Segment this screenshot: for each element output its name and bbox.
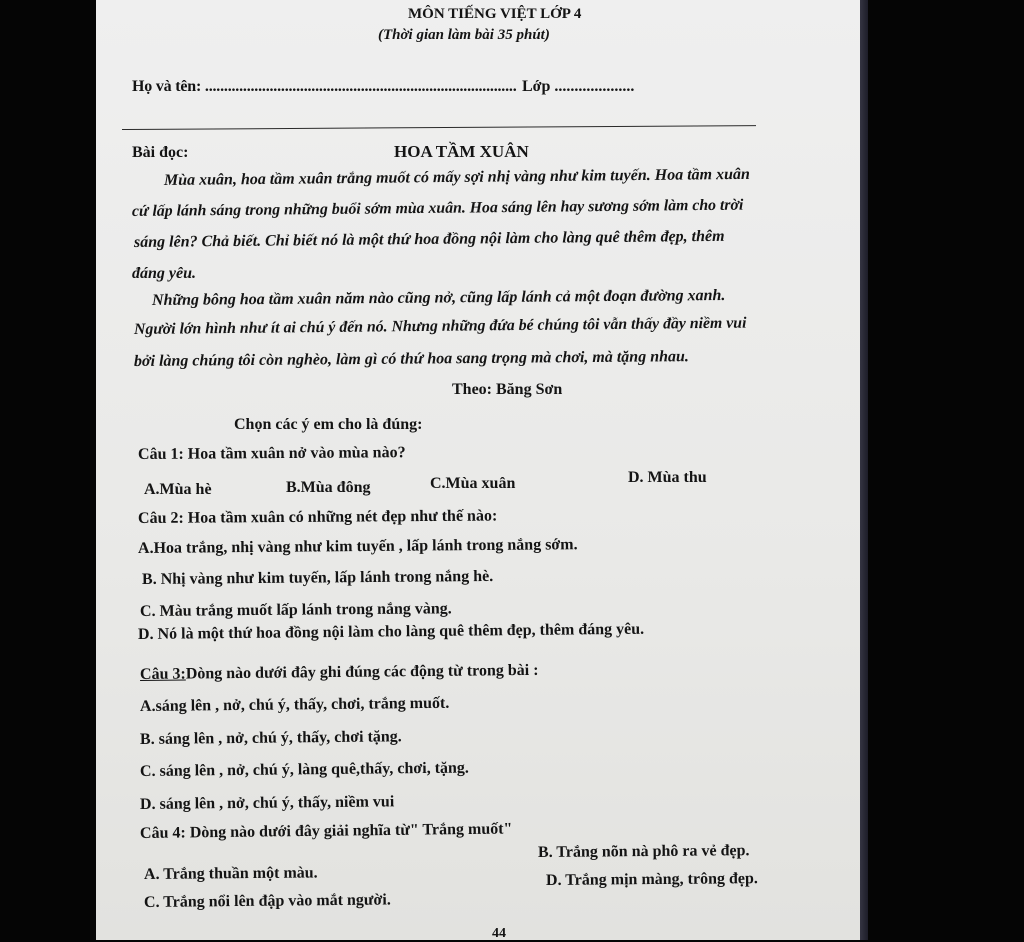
subject-title: MÔN TIẾNG VIỆT LỚP 4 xyxy=(408,6,582,22)
passage-line: Người lớn hình như ít ai chú ý đến nó. Nhưng những đứa bé chúng tôi vẫn thấy đầy niềm vui xyxy=(133,314,747,338)
passage-line: sáng lên? Chả biết. Chỉ biết nó là một thứ hoa đồng nội làm cho làng quê thêm đẹp, thêm xyxy=(133,227,725,251)
question-4-option-b: B. Trắng nõn nà phô ra vẻ đẹp. xyxy=(537,842,750,861)
question-2-option-b: B. Nhị vàng như kim tuyến, lấp lánh trong nắng hè. xyxy=(141,567,494,588)
question-3-text: Dòng nào dưới đây ghi đúng các động từ trong bài : xyxy=(185,661,539,683)
question-3-label xyxy=(140,662,539,684)
question-1-option-d: D. Mùa thu xyxy=(628,469,707,486)
question-1-option-c: C.Mùa xuân xyxy=(430,475,516,492)
question-1-label: Câu 1: Hoa tầm xuân nở vào mùa nào? xyxy=(137,444,406,463)
question-3-option-a: A.sáng lên , nở, chú ý, thấy, chơi, trắng muốt. xyxy=(139,694,450,715)
question-2-label: Câu 2: Hoa tầm xuân có những nét đẹp như thế nào: xyxy=(137,507,498,527)
passage-line: Những bông hoa tầm xuân năm nào cũng nở, cũng lấp lánh cả một đoạn đường xanh. xyxy=(151,286,726,309)
exam-sheet xyxy=(96,0,860,940)
class-field: Lớp .................... xyxy=(522,78,635,95)
question-1-option-a: A.Mùa hè xyxy=(144,481,212,498)
passage-line: đáng yêu. xyxy=(132,265,196,282)
passage-line: Mùa xuân, hoa tầm xuân trắng muốt có mấy sợi nhị vàng như kim tuyến. Hoa tầm xuân xyxy=(163,165,750,189)
question-1-option-b: B.Mùa đông xyxy=(286,479,371,496)
question-3-option-b: B. sáng lên , nở, chú ý, thấy, chơi tặng. xyxy=(139,728,402,748)
page-number: 44 xyxy=(492,926,506,941)
question-2-option-c: C. Màu trắng muốt lấp lánh trong nắng vàng. xyxy=(139,600,452,620)
question-3-option-c: C. sáng lên , nở, chú ý, làng quê,thấy, chơi, tặng. xyxy=(139,759,469,780)
reading-label: Bài đọc: xyxy=(132,144,189,161)
question-4-option-c: C. Trắng nổi lên đập vào mắt người. xyxy=(143,891,391,911)
divider-line xyxy=(122,125,756,130)
time-note: (Thời gian làm bài 35 phút) xyxy=(378,27,550,43)
question-3-option-d: D. sáng lên , nở, chú ý, thấy, niềm vui xyxy=(139,793,395,813)
question-3-number: Câu 3: xyxy=(139,665,186,683)
instruction-text: Chọn các ý em cho là đúng: xyxy=(234,416,423,433)
passage-line: bởi làng chúng tôi còn nghèo, làm gì có thứ hoa sang trọng mà chơi, mà tặng nhau. xyxy=(133,348,689,370)
student-name-field: Họ và tên: .................................................................................. xyxy=(132,78,517,95)
passage-line: cứ lấp lánh sáng trong những buổi sớm mùa xuân. Hoa sáng lên hay sương sớm làm cho trời xyxy=(131,196,744,220)
question-2-option-a: A.Hoa trắng, nhị vàng như kim tuyến , lấp lánh trong nắng sớm. xyxy=(137,536,578,557)
question-4-label: Câu 4: Dòng nào dưới đây giải nghĩa từ" Trắng muốt" xyxy=(139,820,513,842)
question-4-option-d: D. Trắng mịn màng, trông đẹp. xyxy=(545,870,758,889)
question-2-option-d: D. Nó là một thứ hoa đồng nội làm cho làng quê thêm đẹp, thêm đáng yêu. xyxy=(137,620,645,643)
reading-title: HOA TẦM XUÂN xyxy=(394,142,529,161)
question-4-option-a: A. Trắng thuần một màu. xyxy=(143,864,318,883)
passage-source: Theo: Băng Sơn xyxy=(452,381,563,398)
